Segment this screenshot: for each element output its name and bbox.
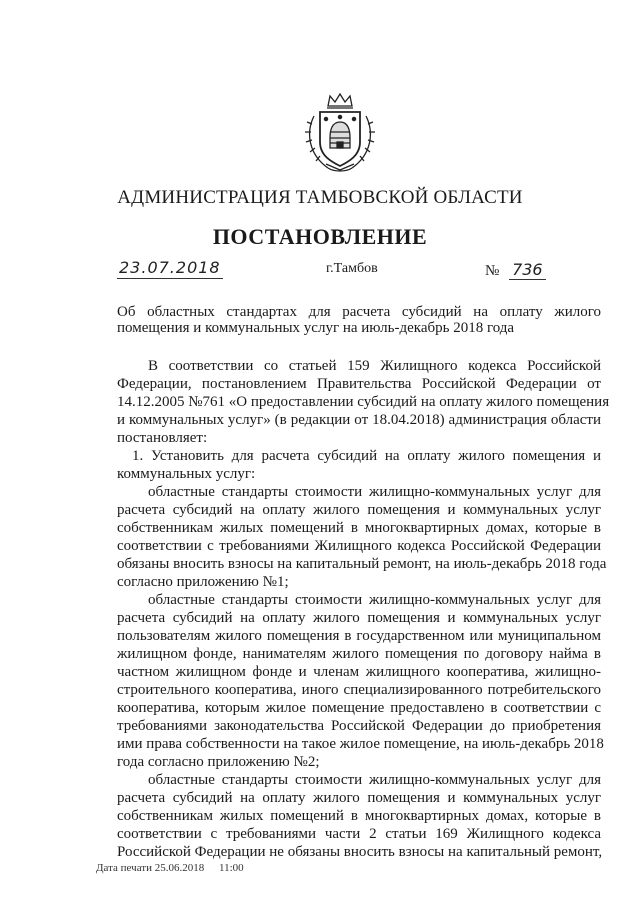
document-date: 23.07.2018 <box>119 258 221 277</box>
document-subject <box>117 304 601 336</box>
body-line: В соответствии со статьей 159 Жилищного кодекса Российской <box>148 358 601 374</box>
body-line: соответствии с требованиями части 2 статьи 169 Жилищного кодекса <box>117 826 601 842</box>
body-line: расчета субсидий на оплату жилого помещения и коммунальных услуг <box>117 502 601 518</box>
print-footer <box>96 862 244 874</box>
document-number <box>485 260 546 280</box>
subject-line: Об областных стандартах для расчета субсидий на оплату жилого <box>117 304 601 320</box>
body-line: обязаны вносить взносы на капитальный ремонт, на июль-декабрь 2018 года <box>117 556 607 572</box>
coat-of-arms-icon <box>300 92 380 174</box>
body-line: пользователям жилого помещения в государственном или муниципальном <box>117 628 601 644</box>
body-line: собственникам жилых помещений в многоквартирных домах, которые в <box>117 520 601 536</box>
print-date: Дата печати 25.06.2018 <box>96 862 205 874</box>
body-line: Российской Федерации не обязаны вносить взносы на капитальный ремонт, <box>117 844 603 860</box>
number-sign: № <box>485 263 500 279</box>
body-line: расчета субсидий на оплату жилого помещения и коммунальных услуг <box>117 790 601 806</box>
document-city: г.Тамбов <box>326 261 378 276</box>
document-body <box>117 357 610 861</box>
number-value: 736 <box>509 260 546 280</box>
body-line: кооператива, которым жилое помещение предоставлено в соответствии с <box>117 700 601 716</box>
body-line: 14.12.2005 №761 «О предоставлении субсидий на оплату жилого помещения <box>117 394 610 410</box>
body-line: областные стандарты стоимости жилищно-коммунальных услуг для <box>148 592 601 608</box>
body-line: областные стандарты стоимости жилищно-коммунальных услуг для <box>148 484 601 500</box>
body-line: постановляет: <box>117 430 208 446</box>
body-line: 1. Установить для расчета субсидий на оплату жилого помещения и <box>132 448 601 464</box>
body-line: расчета субсидий на оплату жилого помещения и коммунальных услуг <box>117 610 601 626</box>
body-line: частном жилищном фонде и членам жилищного кооператива, жилищно- <box>117 664 601 680</box>
organization-title: АДМИНИСТРАЦИЯ ТАМБОВСКОЙ ОБЛАСТИ <box>117 187 523 208</box>
subject-line: помещения и коммунальных услуг на июль-декабрь 2018 года <box>117 320 515 336</box>
print-time: 11:00 <box>219 862 244 874</box>
body-line: требованиями законодательства Российской Федерации до приобретения <box>117 718 601 734</box>
body-line: строительного кооператива, иного специализированного потребительского <box>117 682 601 698</box>
body-line: согласно приложению №1; <box>117 574 289 590</box>
body-line: года согласно приложению №2; <box>117 754 320 770</box>
body-line: соответствии с требованиями Жилищного кодекса Российской Федерации <box>117 538 601 554</box>
body-line: и коммунальных услуг» (в редакции от 18.04.2018) администрация области <box>117 412 601 428</box>
document-type-title: ПОСТАНОВЛЕНИЕ <box>212 224 428 249</box>
body-line: ими права собственности на такое жилое помещение, на июль-декабрь 2018 <box>117 736 604 752</box>
body-line: Федерации, постановлением Правительства Российской Федерации от <box>117 376 601 392</box>
body-line: собственникам жилых помещений в многоквартирных домах, которые в <box>117 808 601 824</box>
body-line: коммунальных услуг: <box>117 466 256 482</box>
body-line: жилищном фонде, нанимателям жилого помещения по договору найма в <box>117 646 601 662</box>
body-line: областные стандарты стоимости жилищно-коммунальных услуг для <box>148 772 601 788</box>
